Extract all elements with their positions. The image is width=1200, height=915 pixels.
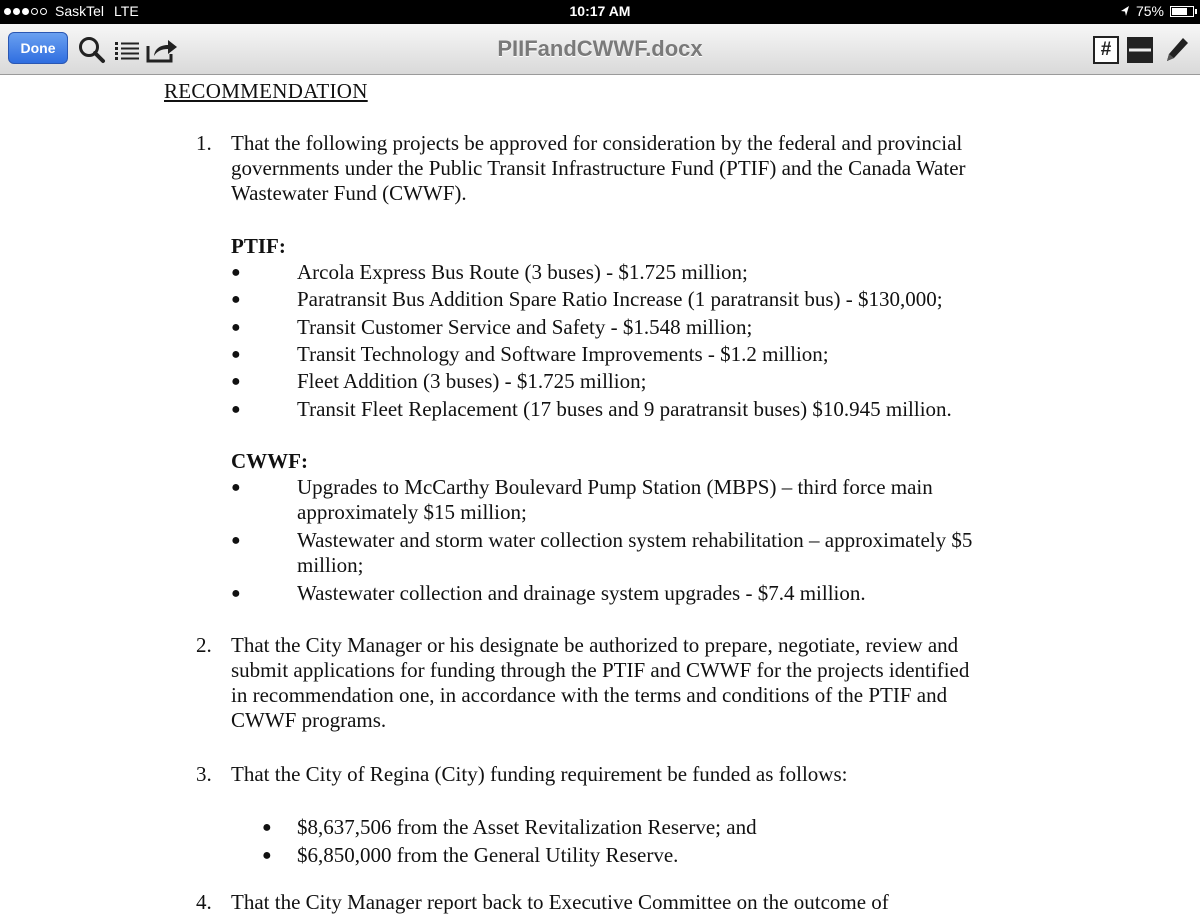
item-text bbox=[231, 131, 1031, 206]
hash-glyph: # bbox=[1093, 36, 1119, 64]
section-heading: RECOMMENDATION bbox=[164, 79, 368, 103]
bullet: ● bbox=[231, 401, 241, 418]
status-time: 10:17 AM bbox=[569, 3, 631, 19]
bullet-text: Fleet Addition (3 buses) - $1.725 million; bbox=[297, 369, 647, 393]
document-page[interactable] bbox=[0, 75, 1200, 914]
text-line: governments under the Public Transit Infrastructure Fund (PTIF) and the Canada Water bbox=[231, 156, 966, 180]
bullet: ● bbox=[231, 264, 241, 281]
bullet: ● bbox=[231, 479, 241, 496]
text-line: That the following projects be approved for consideration by the federal and provincial bbox=[231, 131, 963, 155]
hash-icon[interactable] bbox=[1090, 34, 1122, 66]
bullet: ● bbox=[231, 346, 241, 363]
bullet-text bbox=[297, 528, 1057, 578]
ptif-heading: PTIF: bbox=[231, 234, 286, 258]
text-line: submit applications for funding through the PTIF and CWWF for the projects identified bbox=[231, 658, 970, 682]
item-text bbox=[231, 890, 1031, 915]
location-arrow-icon bbox=[1120, 5, 1130, 17]
text-line: Upgrades to McCarthy Boulevard Pump Station (MBPS) – third force main bbox=[297, 475, 933, 499]
bullet: ● bbox=[231, 585, 241, 602]
status-bar bbox=[0, 0, 1200, 24]
bullet-text bbox=[297, 581, 1057, 606]
bullet-text: Transit Fleet Replacement (17 buses and 9 paratransit buses) $10.945 million. bbox=[297, 397, 952, 421]
bullet-text: Arcola Express Bus Route (3 buses) - $1.725 million; bbox=[297, 260, 748, 284]
item-number: 4. bbox=[196, 890, 212, 914]
text-line: Wastewater and storm water collection system rehabilitation – approximately $5 bbox=[297, 528, 973, 552]
document-title: PIIFandCWWF.docx bbox=[497, 36, 703, 61]
text-line: million; bbox=[297, 553, 364, 577]
bullet-text bbox=[297, 475, 1057, 525]
text-line: Wastewater Fund (CWWF). bbox=[231, 181, 467, 205]
carrier-name: SaskTel bbox=[55, 3, 105, 19]
item-number: 3. bbox=[196, 762, 212, 786]
edit-icon[interactable] bbox=[1160, 34, 1192, 66]
done-button[interactable]: Done bbox=[8, 32, 68, 64]
battery-fill bbox=[1172, 8, 1187, 15]
item-text bbox=[231, 633, 1031, 733]
bullet-text: Transit Technology and Software Improvements - $1.2 million; bbox=[297, 342, 829, 366]
item-number: 1. bbox=[196, 131, 212, 155]
bullet: ● bbox=[231, 291, 241, 308]
text-line: Wastewater collection and drainage system upgrades - $7.4 million. bbox=[297, 581, 866, 605]
item-number: 2. bbox=[196, 633, 212, 657]
status-right bbox=[1120, 3, 1194, 19]
bullet-text: Paratransit Bus Addition Spare Ratio Increase (1 paratransit bus) - $130,000; bbox=[297, 287, 943, 311]
battery-icon bbox=[1170, 6, 1194, 17]
text-line: That the City Manager report back to Executive Committee on the outcome of bbox=[231, 890, 889, 914]
split-view-icon[interactable] bbox=[1124, 34, 1156, 66]
battery-percent: 75% bbox=[1135, 3, 1164, 19]
text-line: approximately $15 million; bbox=[297, 500, 527, 524]
text-line: That the City of Regina (City) funding requirement be funded as follows: bbox=[231, 762, 848, 786]
bullet: ● bbox=[231, 319, 241, 336]
bullet: ● bbox=[231, 373, 241, 390]
bullet: ● bbox=[231, 532, 241, 549]
toolbar bbox=[0, 24, 1200, 75]
item-text bbox=[231, 762, 1031, 787]
cwwf-heading: CWWF: bbox=[231, 449, 308, 473]
text-line: CWWF programs. bbox=[231, 708, 387, 732]
bullet-text: $8,637,506 from the Asset Revitalization Reserve; and bbox=[297, 815, 757, 839]
text-line: That the City Manager or his designate be authorized to prepare, negotiate, review and bbox=[231, 633, 959, 657]
bullet: ● bbox=[262, 819, 272, 836]
bullet-text: $6,850,000 from the General Utility Reserve. bbox=[297, 843, 679, 867]
bullet-text: Transit Customer Service and Safety - $1.548 million; bbox=[297, 315, 753, 339]
network-type: LTE bbox=[114, 3, 139, 19]
bullet: ● bbox=[262, 847, 272, 864]
text-line: in recommendation one, in accordance with the terms and conditions of the PTIF and bbox=[231, 683, 948, 707]
